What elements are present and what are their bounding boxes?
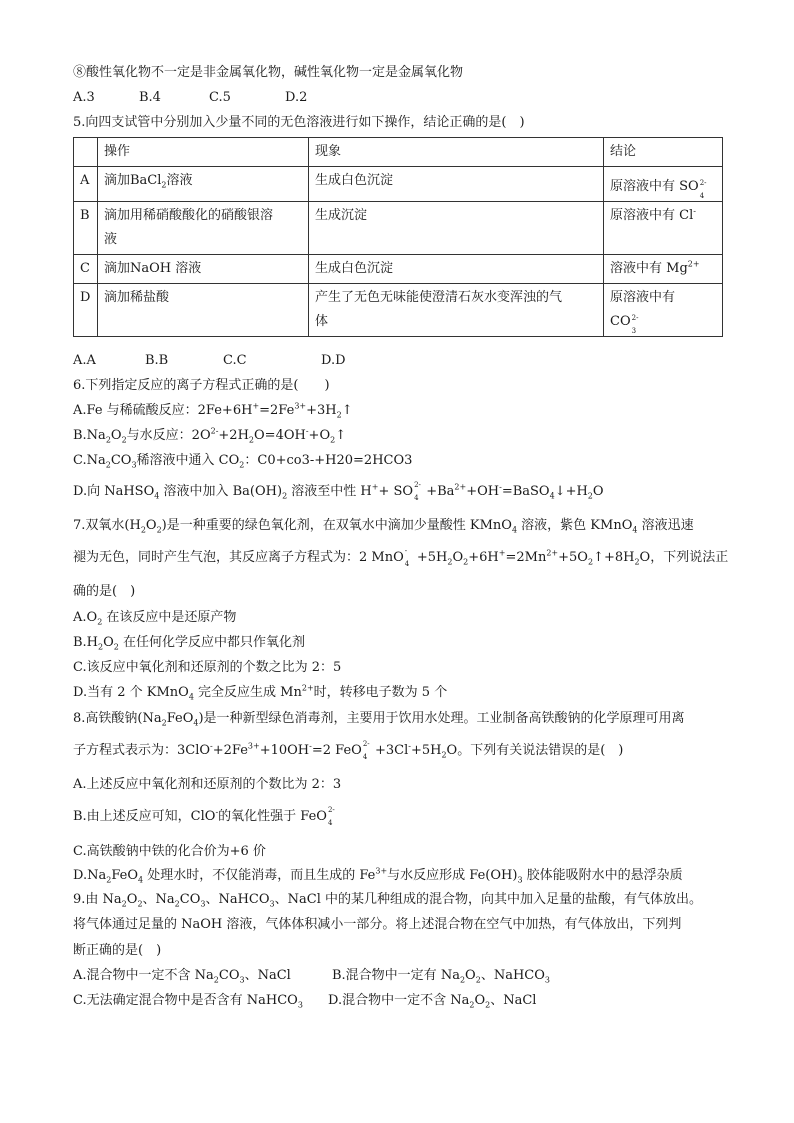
phenomenon-cell: 生成沉淀: [309, 202, 604, 255]
q9-option-b[interactable]: B.混合物中一定有 $Na_2O_2$、NaHCO$_3$: [332, 968, 550, 985]
conclusion-cell: 原溶液中有 CO 2- 3: [604, 284, 723, 337]
table-row: [74, 284, 723, 337]
q9-stem-line-2: 将气体通过足量的 NaOH 溶液，气体体积减小一部分。将上述混合物在空气中加热，有气体放出，下列判: [73, 917, 682, 932]
operation-cell: 滴加BaCl$_2$溶液: [98, 167, 309, 202]
q8-option-b[interactable]: B.由上述反应可知，ClO-的氧化性强于 FeO 2- 4: [73, 806, 335, 827]
q8-option-c[interactable]: C.高铁酸钠中铁的化合价为+6 价: [73, 844, 266, 859]
phenomenon-cell: 产生了无色无味能使澄清石灰水变浑浊的气 体: [309, 284, 604, 337]
header-cell: [74, 138, 98, 167]
q5-stem: 5.向四支试管中分别加入少量不同的无色溶液进行如下操作，结论正确的是( ): [73, 115, 525, 130]
row-label: B: [74, 202, 98, 255]
q9-option-row-1: [73, 967, 550, 985]
phenomenon-cell: 生成白色沉淀: [309, 255, 604, 284]
q7-option-b[interactable]: $B.H_2O_2$ 在任何化学反应中都只作氧化剂: [73, 635, 306, 652]
q6-option-c[interactable]: $C.Na_2CO_3$稀溶液中通入 $CO_2$：C0+co3-+H20=2HCO3: [73, 453, 413, 470]
q8-stem-line-2: 子方程式表示为：$3ClO^-+2Fe^{3+}+10OH^-=2$ FeO 2- 4 $+3Cl^-+5H_2O$。下列有关说法错误的是( ): [73, 740, 624, 761]
q7-option-c[interactable]: C.该反应中氧化剂和还原剂的个数之比为 2：5: [73, 660, 342, 675]
row-label: D: [74, 284, 98, 337]
conclusion-cell: 原溶液中有 SO 2- 4: [604, 167, 723, 202]
option-b[interactable]: B.B: [145, 353, 169, 368]
table-row: [74, 167, 723, 202]
experiment-table: [73, 137, 723, 337]
header-cell: 现象: [309, 138, 604, 167]
table-row: [74, 202, 723, 255]
row-label: A: [74, 167, 98, 202]
option-c[interactable]: C.C: [223, 353, 247, 368]
q9-option-a[interactable]: A.混合物中一定不含 $Na_2CO_3$、NaCl: [73, 968, 291, 985]
q9-option-c[interactable]: C.无法确定混合物中是否含有 NaHCO$_3$: [73, 993, 303, 1010]
option-b[interactable]: B.4: [139, 90, 161, 105]
q5-options: [73, 352, 346, 370]
statement-8: ⑧酸性氧化物不一定是非金属氧化物，碱性氧化物一定是金属氧化物: [73, 65, 464, 80]
q7-option-d[interactable]: D.当有 2 个 KMnO$_4$ 完全反应生成 $Mn^{2+}$时，转移电子数为 5 个: [73, 683, 448, 702]
option-c[interactable]: C.5: [209, 90, 231, 105]
operation-cell: 滴加稀盐酸: [98, 284, 309, 337]
conclusion-cell: 原溶液中有 Cl-: [604, 202, 723, 255]
option-d[interactable]: D.2: [285, 90, 308, 105]
q8-option-a[interactable]: A.上述反应中氧化剂和还原剂的个数比为 2：3: [73, 777, 342, 792]
q8-option-d[interactable]: $D.Na_2FeO_4$ 处理水时，不仅能消毒，而且生成的 $Fe^{3+}$与水反应形成 $Fe(OH)_3$ 胶体能吸附水中的悬浮杂质: [73, 866, 683, 885]
q9-stem-line-1: 9.由 $Na_2O_2$、$Na_2CO_3$、NaHCO$_3$、NaCl 中的某几种组成的混合物，向其中加入足量的盐酸，有气体放出。: [73, 892, 703, 909]
header-cell: 结论: [604, 138, 723, 167]
conclusion-cell: 溶液中有 $Mg^{2+}$: [604, 255, 723, 284]
q6-option-b[interactable]: $B.Na_2O_2$与水反应：$2O^{2-}+2H_2O=4OH^-+O_2↑$: [73, 426, 347, 445]
q9-stem-line-3: 断正确的是( ): [73, 943, 162, 958]
q7-option-a[interactable]: $A.O_2$ 在该反应中是还原产物: [73, 610, 237, 627]
option-a[interactable]: A.3: [73, 90, 95, 105]
option-d[interactable]: D.D: [321, 353, 346, 368]
row-label: C: [74, 255, 98, 284]
q4-options: [73, 89, 307, 107]
q7-stem-line-3: 确的是( ): [73, 584, 136, 599]
phenomenon-cell: 生成白色沉淀: [309, 167, 604, 202]
q6-option-d[interactable]: D.向 NaHSO$_4$ 溶液中加入 $Ba(OH)_2$ 溶液至中性 H++ SO 2- 4 $+Ba^{2+}+OH^-=BaSO_4↓+H_2O$: [73, 481, 604, 502]
operation-cell: 滴加NaOH 溶液: [98, 255, 309, 284]
header-cell: 操作: [98, 138, 309, 167]
q7-stem-line-1: 7.双氧水$(H_2O_2)$是一种重要的绿色氧化剂，在双氧水中滴加少量酸性 KMnO$_4$ 溶液，紫色 KMnO$_4$ 溶液迅速: [73, 518, 694, 535]
q6-stem: 6.下列指定反应的离子方程式正确的是( ): [73, 378, 330, 393]
q9-option-row-2: [73, 992, 536, 1010]
q8-stem-line-1: 8.高铁酸钠$(Na_2FeO_4)$是一种新型绿色消毒剂，主要用于饮用水处理。工业制备高铁酸钠的化学原理可用离: [73, 711, 685, 728]
operation-cell: 滴加用稀硝酸酸化的硝酸银溶 液: [98, 202, 309, 255]
option-a[interactable]: A.A: [73, 353, 96, 368]
q6-option-a[interactable]: A.Fe 与稀硫酸反应：$2Fe+6H^+=2Fe^{3+}+3H_2↑$: [73, 401, 353, 420]
table-header-row: [74, 138, 723, 167]
table-row: [74, 255, 723, 284]
q7-stem-line-2: 褪为无色，同时产生气泡，其反应离子方程式为：2 MnO - 4 $+5H_2O_2+6H^+=2Mn^{2+}+5O_2↑+8H_2O$，下列说法正: [73, 547, 729, 568]
q9-option-d[interactable]: D.混合物中一定不含 $Na_2O_2$、NaCl: [328, 993, 537, 1010]
